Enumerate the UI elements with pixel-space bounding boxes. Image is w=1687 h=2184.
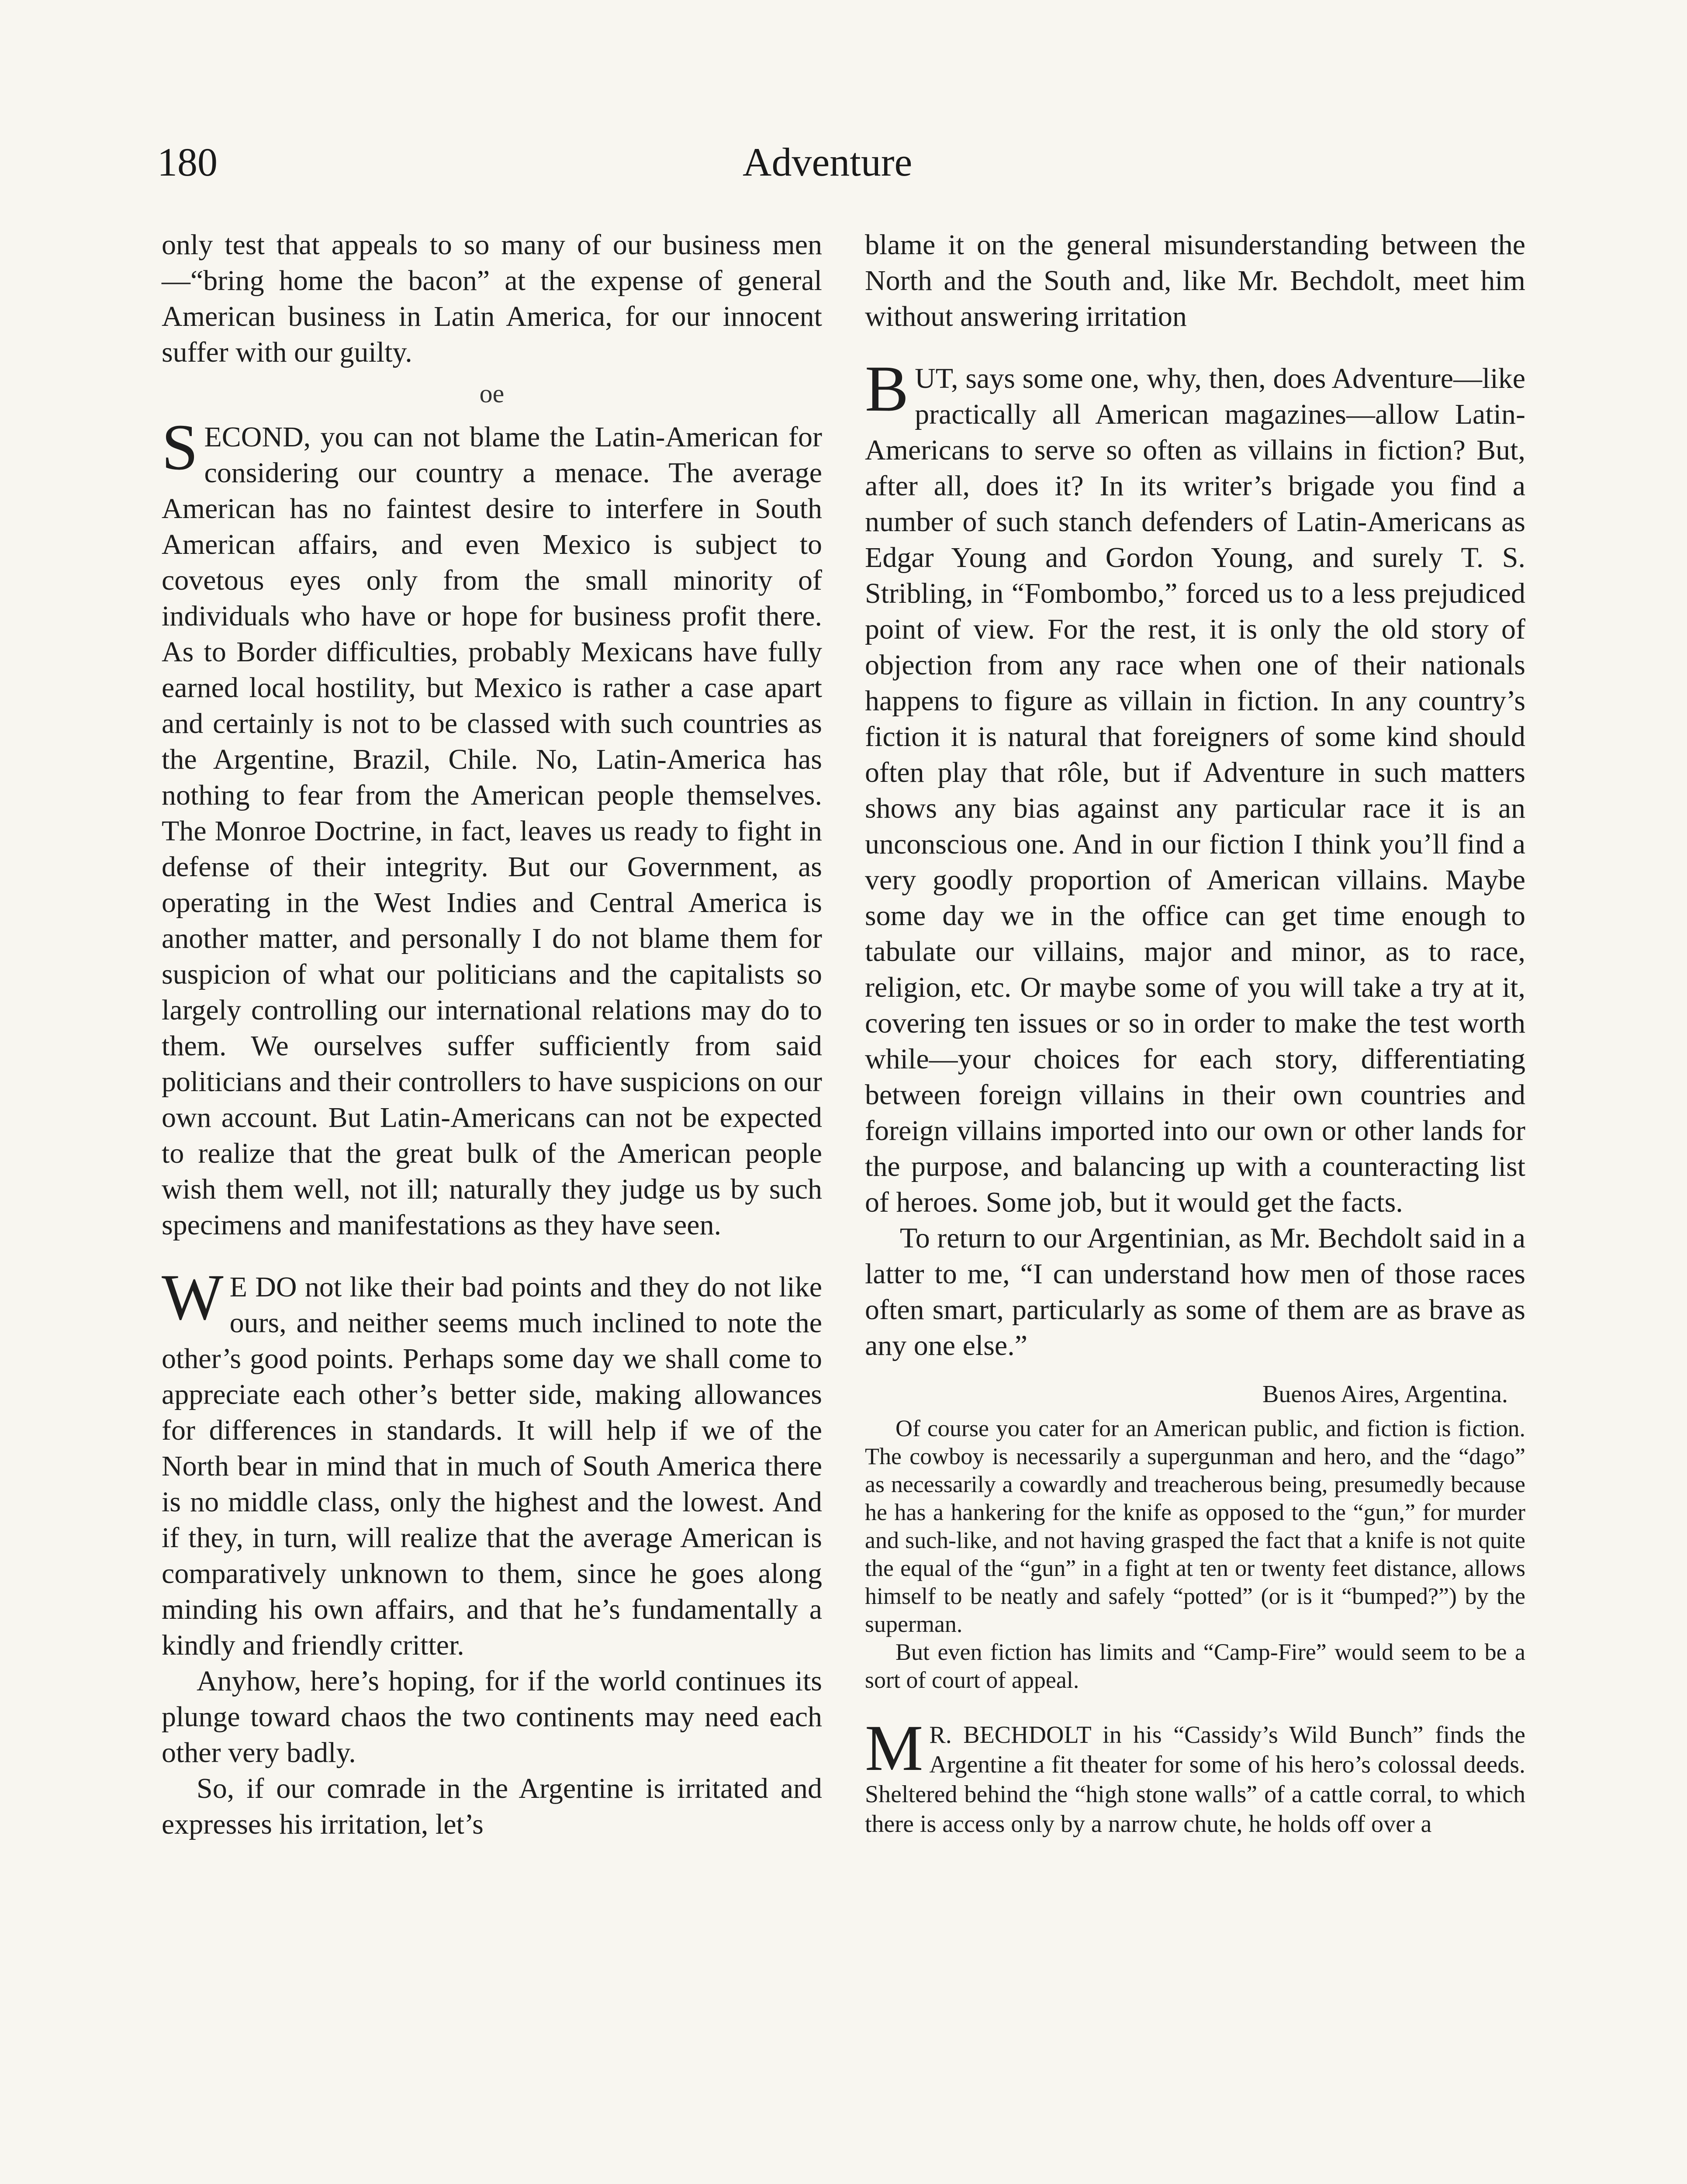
left-paragraph-1: only test that appeals to so many of our business men—“bring home the bacon” at the expense of general American business in Latin America, for our innocent suffer with our guilty. (162, 229, 822, 368)
right-paragraph-3: To return to our Argentinian, as Mr. Bechdolt said in a latter to me, “I can understand how men of those races often smart, particularly as some of them are as brave as any one else.” (865, 1222, 1525, 1362)
drop-cap: M (865, 1712, 923, 1784)
right-paragraph-4 (865, 1712, 1525, 1839)
left-paragraph-3-text: E DO not like their bad points and they do not like ours, and neither seems much inclined to note the other’s good points. Perhaps some day we shall come to appreciate each other’s better side, making allowances for differences in standards. It will help if we of the North bear in mind that in much of South America there is no middle class, only the highest and the lowest. And if they, in turn, will realize that the average American is comparatively unknown to them, since he goes along minding his own affairs, and that he’s fundamentally a kindly and friendly critter. (162, 1271, 822, 1661)
letter-dateline: Buenos Aires, Argentina. (1262, 1381, 1508, 1408)
letter-paragraph-1: Of course you cater for an American public, and fiction is fiction. The cowboy is necessarily a supergunman and hero, and the “dago” as necessarily a cowardly and treacherous being, presumedly because he has a hankering for the knife as opposed to the “gun,” for murder and such-like, and not having grasped the fact that a knife is not quite the equal of the “gun” in a fight at ten or twenty feet distance, allows himself to be neatly and safely “potted” (or is it “bumped?”) by the superman. (865, 1415, 1525, 1637)
left-paragraph-4: Anyhow, here’s hoping, for if the world continues its plunge toward chaos the two continents may need each other very badly. (162, 1665, 822, 1769)
right-column (865, 227, 1525, 1839)
right-paragraph-2-text: UT, says some one, why, then, does Adventure—like practically all American magazines—allow Latin-Americans to serve so often as villains in fiction? But, after all, does it? In its writer’s brigade you find a number of such stanch defenders of Latin-Americans as Edgar Young and Gordon Young, and surely T. S. Stribling, in “Fombombo,” forced us to a less prejudiced point of view. For the rest, it is only the old story of objection from any race when one of their nationals happens to figure as villain in fiction. In any country’s fiction it is natural that foreigners of some kind should often play that rôle, but if Adventure in such matters shows any bias against any particular race it is an unconscious one. And in our fiction I think you’ll find a very goodly proportion of American villains. Maybe some day we in the office can get time enough to tabulate our villains, major and minor, as to race, religion, etc. Or maybe some of you will take a try at it, covering ten issues or so in order to make the test worth while—your choices for each story, differentiating between foreign villains in their own countries and foreign villains imported into our own or other lands for the purpose, and balancing up with a counteracting list of heroes. Some job, but it would get the facts. (865, 363, 1525, 1218)
running-head: Adventure (743, 140, 913, 184)
left-paragraph-2-text: ECOND, you can not blame the Latin-American for considering our country a menace. The average American has no faintest desire to interfere in South American affairs, and even Mexico is subject to covetous eyes only from the small minority of individuals who have or hope for business profit there. As to Border difficulties, probably Mexicans have fully earned local hostility, but Mexico is rather a case apart and certainly is not to be classed with such countries as the Argentine, Brazil, Chile. No, Latin-America has nothing to fear from the American people themselves. The Monroe Doctrine, in fact, leaves us ready to fight in defense of their integrity. But our Government, as operating in the West Indies and Central America is another matter, and personally I do not blame them for suspicion of what our politicians and the capitalists so largely controlling our international relations may do to them. We ourselves suffer sufficiently from said politicians and their controllers to have suspicions on our own account. But Latin-Americans can not be expected to realize that the great bulk of the American people wish them well, not ill; naturally they judge us by such specimens and manifestations as they have seen. (162, 421, 822, 1241)
quoted-letter (865, 1414, 1525, 1694)
right-paragraph-4-text: R. BECHDOLT in his “Cassidy’s Wild Bunch” finds the Argentine a fit theater for some of his hero’s colossal deeds. Sheltered behind the “high stone walls” of a cattle corral, to which there is access only by a narrow chute, he holds off over a (865, 1721, 1525, 1838)
right-paragraph-1: blame it on the general misunderstanding between the North and the South and, like Mr. Bechdolt, meet him without answering irritation (865, 229, 1525, 332)
drop-cap: S (162, 411, 198, 484)
section-gap (162, 1243, 822, 1269)
drop-cap: B (865, 352, 909, 425)
drop-cap: W (162, 1261, 224, 1334)
closing-section (865, 1712, 1525, 1839)
left-paragraph-5: So, if our comrade in the Argentine is irritated and expresses his irritation, let’s (162, 1773, 822, 1840)
section-break-mark: oe (479, 379, 505, 408)
section-gap (865, 335, 1525, 361)
section-gap (865, 1694, 1525, 1720)
right-paragraph-2 (865, 352, 1525, 1220)
page-number: 180 (157, 140, 218, 184)
left-paragraph-2 (162, 411, 822, 1243)
letter-paragraph-2: But even fiction has limits and “Camp-Fire” would seem to be a sort of court of appeal. (865, 1639, 1525, 1693)
left-column (162, 227, 822, 1842)
left-paragraph-3 (162, 1261, 822, 1663)
